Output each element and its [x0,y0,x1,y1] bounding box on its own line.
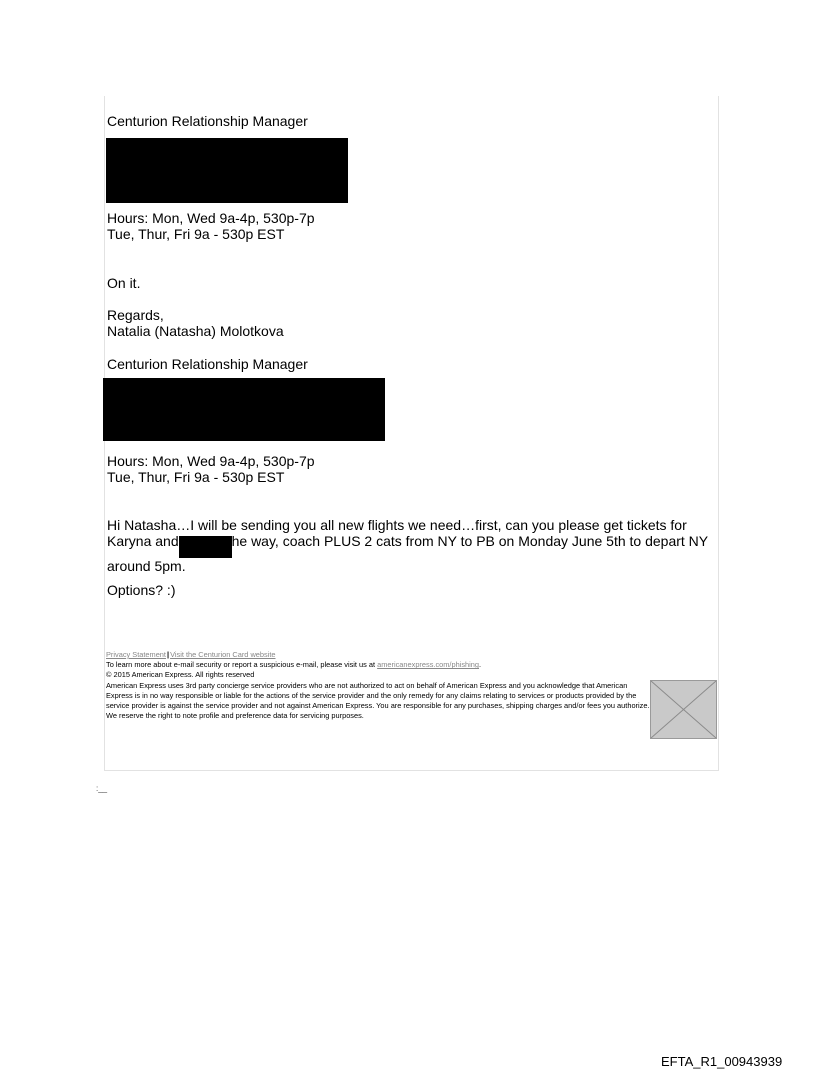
email-footer [106,650,651,721]
copyright-text: © 2015 American Express. All rights reserved [106,670,255,680]
message-text: he way, coach PLUS 2 cats from NY to PB on Monday June 5th to depart NY around 5pm. [107,533,708,574]
centurion-website-link[interactable]: Visit the Centurion Card website [170,650,276,659]
disclaimer-text: American Express uses 3rd party concierge service providers who are not authorized to act on behalf of American Express and you acknowledge that American Express is in no way responsible or liable for the actions of the service provider and the only remedy for any claims relating to services or products provided by the service provider is against the service provider and not against American Express. You are responsible for any purchases, shipping charges and/or fees you authorize. We reserve the right to note profile and preference data for servicing purposes. [106,680,650,721]
footer-links [106,650,651,660]
phishing-link[interactable]: americanexpress.com/phishing [377,660,479,670]
security-notice [106,660,651,670]
hours-line: Tue, Thur, Fri 9a - 530p EST [107,226,285,242]
hours-line: Hours: Mon, Wed 9a-4p, 530p-7p [107,210,315,226]
security-end: . [479,660,482,670]
message-body [107,517,717,574]
broken-image-icon [650,680,717,739]
regards-text: Regards, [107,307,164,323]
bates-number: EFTA_R1_00943939 [661,1054,783,1069]
sender-name: Natalia (Natasha) Molotkova [107,323,284,339]
redaction-box [103,378,385,441]
reply-text: On it. [107,275,141,291]
message-text: Hi Natasha…I will be sending you all new flights we need…first, can you please get tickets for Karyna and [107,517,687,549]
hours-line: Hours: Mon, Wed 9a-4p, 530p-7p [107,453,315,469]
signature-title: Centurion Relationship Manager [107,356,308,372]
security-text: To learn more about e-mail security or report a suspicious e-mail, please visit us at [106,660,376,670]
options-text: Options? :) [107,582,176,598]
hours-line: Tue, Thur, Fri 9a - 530p EST [107,469,285,485]
redaction-box [106,138,348,203]
privacy-statement-link[interactable]: Privacy Statement [106,650,166,659]
signature-title: Centurion Relationship Manager [107,113,308,129]
stray-mark: :__ [96,784,108,793]
link-separator: | [166,650,170,659]
inline-redaction [179,536,232,558]
